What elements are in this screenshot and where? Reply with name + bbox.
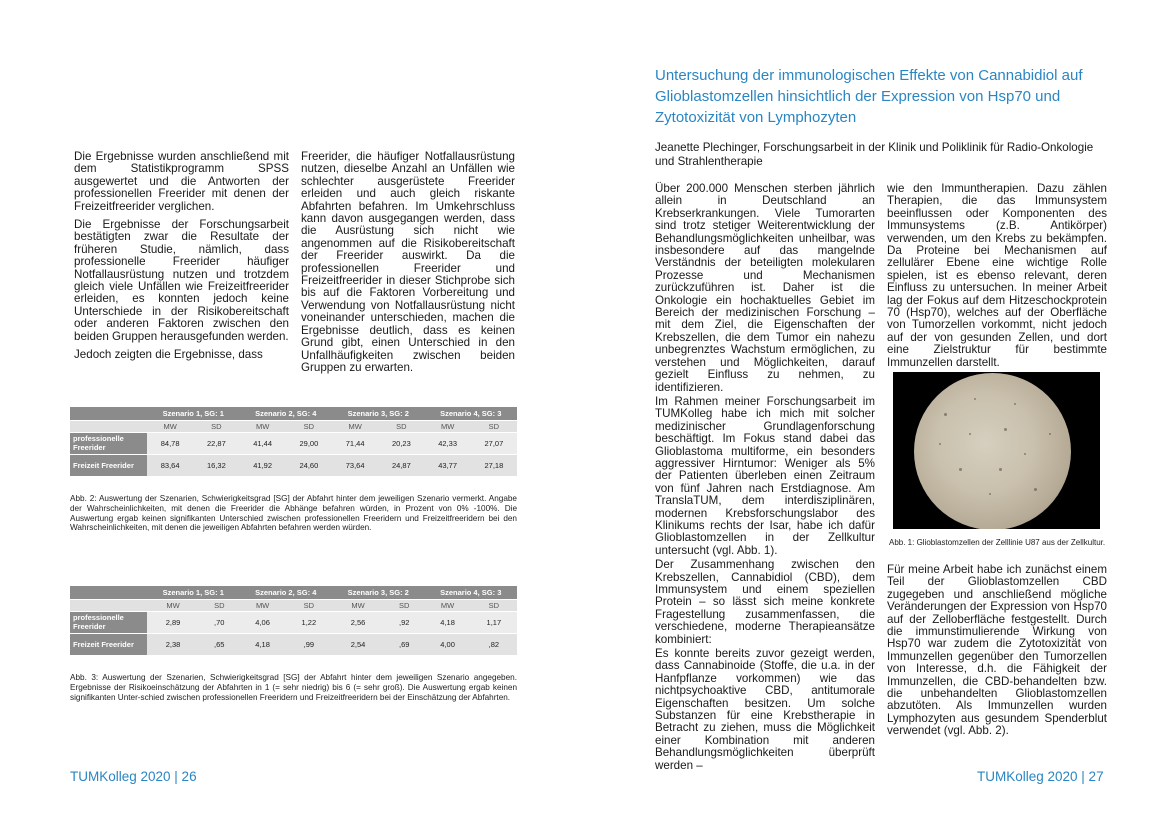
row-label: Freizeit Freerider <box>70 633 147 655</box>
row-label: Freizeit Freerider <box>70 454 147 476</box>
author-line: Jeanette Plechinger, Forschungsarbeit in der Klinik und Poliklinik für Radio-Onkologie und Strahlentherapie <box>655 141 1094 168</box>
page-footer-right: TUMKolleg 2020 | 27 <box>977 769 1104 784</box>
table-cell: 27,18 <box>471 454 517 476</box>
paragraph: Über 200.000 Menschen sterben jährlich allein in Deutschland an Krebserkrankungen. Viele Tumorarten sind trotz stetiger Weiterentwicklung der Behandlungsmöglichkeiten unheilbar, was insbesondere auf das mangelnde Verständnis der beteiligten molekularen Prozesse und Mechanismen zurückzuführen ist. Daher ist die Onkologie ein hochaktuelles Gebiet im Bereich der medizinischen Forschung – mit dem Ziel, die Eigenschaften der Krebszellen, die dem Tumor ein nahezu unbegrenztes Wachstum ermöglichen, zu verstehen und Möglichkeiten, darauf gezielt Einfluss zu nehmen, zu identifizieren. <box>655 182 875 394</box>
table-subheader: MW <box>147 599 199 611</box>
results-table-2 <box>70 586 517 656</box>
table-subheader: MW <box>147 420 193 432</box>
table-cell: 71,44 <box>332 432 378 454</box>
row-label: professionelle Freerider <box>70 432 147 454</box>
paragraph: Freerider, die häufiger Notfallausrüstung nutzen, dieselbe Anzahl an Unfällen wie schlechter ausgerüstete Freerider erleiden und auch gleich riskante Abfahrten befahren. Im Umkehrschluss kann davon ausgegangen werden, dass die Ausrüstung sich nicht wie angenommen auf die Risikobereitschaft der Freerider auswirkt. Da die professionellen Freerider und Freizeitfreerider in dieser Stichprobe sich bis auf die Faktoren Vorbereitung und Verwendung von Notfallausrüstung nicht voneinander unterschieden, machen die Ergebnisse deutlich, dass es keinen Grund gibt, einen Unterschied in den Unfallhäufigkeiten zwischen beiden Gruppen zu erwarten. <box>301 150 515 374</box>
table-header: Szenario 3, SG: 2 <box>332 586 424 599</box>
table-subheader: MW <box>425 420 471 432</box>
table-cell: 42,33 <box>425 432 471 454</box>
table-subheader: SD <box>193 420 239 432</box>
table-cell: 24,60 <box>286 454 332 476</box>
table-row <box>70 454 517 476</box>
table-header: Szenario 3, SG: 2 <box>332 407 425 420</box>
table-cell: ,99 <box>286 633 332 655</box>
paragraph: Es konnte bereits zuvor gezeigt werden, dass Cannabinoide (Stoffe, die u.a. in der Hanfpflanze vorkommen) wie das nichtpsychoaktive CBD, antitumorale Eigenschaften besitzen. Um solche Substanzen für eine Krebstherapie in Betracht zu ziehen, muss die Möglichkeit einer Kombination mit anderen Behandlungsmöglichkeiten überprüft werden – <box>655 647 875 772</box>
table-subheader: MW <box>424 599 470 611</box>
table-header: Szenario 4, SG: 3 <box>425 407 518 420</box>
table-cell: 1,17 <box>471 611 517 633</box>
table-subheader: SD <box>286 599 332 611</box>
paragraph: Die Ergebnisse wurden anschließend mit dem Statistikprogramm SPSS ausgewertet und die Antworten der professionellen Freerider mit denen der Freizeitfreerider verglichen. <box>74 150 289 213</box>
paragraph: Im Rahmen meiner Forschungsarbeit im TUMKolleg habe ich mich mit solcher medizinischer Grundlagenforschung beschäftigt. Im Fokus stand dabei das Glioblastoma multiforme, ein besonders aggressiver Hirntumor: Weniger als 5% der Patienten überleben einen Zeitraum von fünf Jahren nach Erstdiagnose. Am TranslaTUM, dem interdisziplinären, modernen Krebsforschungslabor des Klinikums rechts der Isar, habe ich dafür Glioblastomzellen in der Zellkultur untersucht (vgl. Abb. 1). <box>655 394 875 557</box>
table-header: Szenario 1, SG: 1 <box>147 407 240 420</box>
row-label: professionelle Freerider <box>70 611 147 633</box>
results-table-1 <box>70 407 517 477</box>
paragraph: Der Zusammenhang zwischen den Krebszellen, Cannabidiol (CBD), dem Immunsystem und einem speziellen Protein – so lässt sich meine konkrete Fragestellung zusammenfassen, die verschiedene, moderne Therapieansätze kombiniert: <box>655 558 875 646</box>
page-footer-left: TUMKolleg 2020 | 26 <box>70 769 197 784</box>
table-cell: ,65 <box>199 633 239 655</box>
table-cell: ,92 <box>384 611 424 633</box>
table-cell: ,69 <box>384 633 424 655</box>
table-subheader: SD <box>286 420 332 432</box>
left-column-1 <box>74 151 289 368</box>
table-cell: 22,87 <box>193 432 239 454</box>
table-cell: 4,18 <box>424 611 470 633</box>
figure-caption-2: Abb. 2: Auswertung der Szenarien, Schwierigkeitsgrad [SG] der Abfahrt hinter dem jeweiligen Szenario vermerkt. Angabe der Wahrscheinlichkeiten, mit denen die Freerider die Abhänge befahren würden, in Prozent von 0% -100%. Die Auswertung ergab keinen signifikanten Unterschied zwischen professionellen Freeridern und Freizeitfreeridern bei den Wahrscheinlichkeiten, mit denen die jeweiligen Abfahrten befahren werden würden. <box>70 494 517 533</box>
table-subheader: SD <box>384 599 424 611</box>
table-subheader: MW <box>240 420 286 432</box>
right-column-1 <box>655 183 875 774</box>
table-subheader: MW <box>239 599 285 611</box>
table-cell: 41,92 <box>240 454 286 476</box>
table-cell: 20,23 <box>378 432 424 454</box>
table-row <box>70 611 517 633</box>
table-subheader: SD <box>471 420 517 432</box>
right-column-2-top: wie den Immuntherapien. Dazu zählen Therapien, die das Immunsystem beeinflussen oder Komponenten des Immunsystems (z.B. Antikörper) verwenden, um den Krebs zu bekämpfen. Da Proteine bei Mechanismen auf zellulärer Ebene eine wichtige Rolle spielen, ist es ebenso relevant, deren Einfluss zu untersuchen. In meiner Arbeit lag der Fokus auf dem Hitzeschockprotein 70 (Hsp70), welches auf der Oberfläche von Tumorzellen vorkommt, nicht jedoch auf der von gesunden Zellen, und dort eine Zielstruktur für bestimmte Immunzellen darstellt. <box>887 182 1107 369</box>
table-subheader: SD <box>199 599 239 611</box>
table-cell: 24,87 <box>378 454 424 476</box>
table-header: Szenario 4, SG: 3 <box>424 586 517 599</box>
paragraph: Die Ergebnisse der Forschungsarbeit bestätigten zwar die Resultate der früheren Studie, nämlich, dass professionelle Freerider häufiger Notfallausrüstung nutzen und trotzdem gleich viele Unfällen wie Freizeitfreerider erleiden, es konnten jedoch keine Unterschiede in der Risikobereitschaft oder anderen Faktoren zwischen den beiden Gruppen herausgefunden werden. <box>74 218 289 343</box>
table-header: Szenario 1, SG: 1 <box>147 586 239 599</box>
table-cell: 83,64 <box>147 454 193 476</box>
article-title: Untersuchung der immunologischen Effekte von Cannabidiol auf Glioblastomzellen hinsichtlich der Expression von Hsp70 und Zytotoxizität von Lymphozyten <box>655 67 1083 126</box>
figure-caption-3: Abb. 3: Auswertung der Szenarien, Schwierigkeitsgrad [SG] der Abfahrt hinter dem jeweiligen Szenario angegeben. Ergebnisse der Risikoeinschätzung der Abfahrten in 1 (= sehr niedrig) bis 6 (= sehr groß). Die Auswertung ergab keinen signifikanten Unter-schied zwischen professionellen Freeridern und Freizeitfreeridern bei der Einschätzung der Abfahrten. <box>70 673 517 702</box>
right-column-2-bottom: Für meine Arbeit habe ich zunächst einem Teil der Glioblastomzellen CBD zugegeben und anschließend mögliche Veränderungen der Expression von Hsp70 auf der Zelloberfläche festgestellt. Durch die immunstimulierende Wirkung von Hsp70 war zudem die Zytotoxizität von Immunzellen gegenüber den Tumorzellen von Interesse, d.h. die Fähigkeit der Immunzellen, die CBD-behandelten bzw. die unbehandelten Glioblastomzellen abzutöten. Als Immunzellen wurden Lymphozyten aus gesundem Spenderblut verwendet (vgl. Abb. 2). <box>887 563 1107 738</box>
figure-caption-1: Abb. 1: Glioblastomzellen der Zelllinie U87 aus der Zellkultur. <box>889 538 1106 547</box>
table-cell: ,82 <box>471 633 517 655</box>
table-cell: 4,06 <box>239 611 285 633</box>
cell-culture-image <box>893 372 1100 529</box>
table-subheader: SD <box>471 599 517 611</box>
table-cell: ,70 <box>199 611 239 633</box>
microscope-field <box>914 373 1071 529</box>
table-subheader: SD <box>378 420 424 432</box>
left-column-2 <box>301 151 515 380</box>
table-cell: 4,00 <box>424 633 470 655</box>
table-cell: 1,22 <box>286 611 332 633</box>
table-cell: 2,89 <box>147 611 199 633</box>
table-row <box>70 432 517 454</box>
table-cell: 2,38 <box>147 633 199 655</box>
paragraph: Jedoch zeigten die Ergebnisse, dass <box>74 348 263 362</box>
table-header: Szenario 2, SG: 4 <box>240 407 333 420</box>
table-header: Szenario 2, SG: 4 <box>239 586 332 599</box>
table-cell: 16,32 <box>193 454 239 476</box>
table-cell: 2,54 <box>332 633 384 655</box>
table-row <box>70 633 517 655</box>
table-cell: 2,56 <box>332 611 384 633</box>
table-cell: 29,00 <box>286 432 332 454</box>
table-cell: 73,64 <box>332 454 378 476</box>
table-cell: 4,18 <box>239 633 285 655</box>
table-subheader: MW <box>332 599 384 611</box>
table-cell: 41,44 <box>240 432 286 454</box>
table-cell: 84,78 <box>147 432 193 454</box>
table-subheader: MW <box>332 420 378 432</box>
table-cell: 27,07 <box>471 432 517 454</box>
table-cell: 43,77 <box>425 454 471 476</box>
